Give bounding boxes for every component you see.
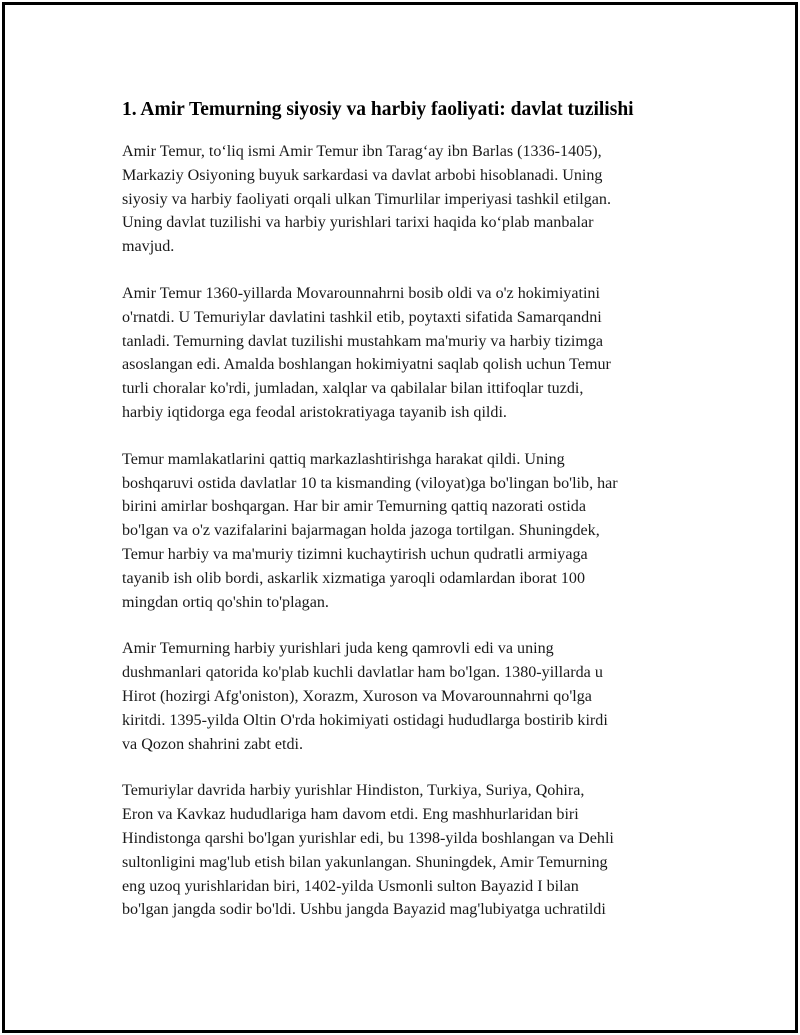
text-line: Temur mamlakatlarini qattiq markazlashtirishga harakat qildi. Uning xyxy=(122,450,565,468)
section-heading: 1. Amir Temurning siyosiy va harbiy faoliyati: davlat tuzilishi xyxy=(122,99,634,120)
text-line: Eron va Kavkaz hududlariga ham davom etdi. Eng mashhurlaridan biri xyxy=(122,806,579,824)
paragraph-2 xyxy=(122,282,697,425)
text-line: dushmanlari qatorida ko'plab kuchli davlatlar ham bo'lgan. 1380-yillarda u xyxy=(122,664,603,682)
text-line: birini amirlar boshqargan. Har bir amir Temurning qattiq nazorati ostida xyxy=(122,498,586,516)
text-line: bo'lgan va o'z vazifalarini bajarmagan holda jazoga tortilgan. Shuningdek, xyxy=(122,522,600,540)
text-line: mingdan ortiq qo'shin to'plagan. xyxy=(122,593,329,611)
paragraph-3 xyxy=(122,448,697,615)
paragraph-5 xyxy=(122,779,697,922)
text-line: Hindistonga qarshi bo'lgan yurishlar edi, bu 1398-yilda boshlangan va Dehli xyxy=(122,829,614,847)
text-line: Amir Temur, to‘liq ismi Amir Temur ibn Tarag‘ay ibn Barlas (1336-1405), xyxy=(122,143,602,160)
text-line: va Qozon shahrini zabt etdi. xyxy=(122,735,303,753)
text-line: siyosiy va harbiy faoliyati orqali ulkan Timurlilar imperiyasi tashkil etilgan. xyxy=(122,190,611,208)
paragraph-1 xyxy=(122,140,697,259)
text-line: tayanib ish olib bordi, askarlik xizmatiga yaroqli odamlardan iborat 100 xyxy=(122,569,586,587)
text-line: Amir Temur 1360-yillarda Movarounnahrni bosib oldi va o'z hokimiyatini xyxy=(122,284,600,302)
text-line: Temuriylar davrida harbiy yurishlar Hindiston, Turkiya, Suriya, Qohira, xyxy=(122,782,585,800)
text-line: tanladi. Temurning davlat tuzilishi mustahkam ma'muriy va harbiy tizimga xyxy=(122,332,604,350)
paragraph-4 xyxy=(122,637,697,756)
text-line: kiritdi. 1395-yilda Oltin O'rda hokimiyati ostidagi hududlarga bostirib kirdi xyxy=(122,711,608,729)
text-line: boshqaruvi ostida davlatlar 10 ta kismanding (viloyat)ga bo'lingan bo'lib, har xyxy=(122,474,618,492)
text-line: sultonligini mag'lub etish bilan yakunlangan. Shuningdek, Amir Temurning xyxy=(122,853,608,871)
text-line: eng uzoq yurishlaridan biri, 1402-yilda Usmonli sulton Bayazid I bilan xyxy=(122,877,579,895)
text-line: o'rnatdi. U Temuriylar davlatini tashkil etib, poytaxti sifatida Samarqandni xyxy=(122,308,602,326)
text-line: asoslangan edi. Amalda boshlangan hokimiyatni saqlab qolish uchun Temur xyxy=(122,356,611,374)
text-line: Amir Temurning harbiy yurishlari juda keng qamrovli edi va uning xyxy=(122,640,554,658)
text-line: harbiy iqtidorga ega feodal aristokratiyaga tayanib ish qildi. xyxy=(122,403,507,421)
document-body xyxy=(122,97,697,945)
text-line: Hirot (hozirgi Afg'oniston), Xorazm, Xuroson va Movarounnahrni qo'lga xyxy=(122,687,592,705)
page-border xyxy=(2,2,798,1033)
text-line: Temur harbiy va ma'muriy tizimni kuchaytirish uchun qudratli armiyaga xyxy=(122,545,588,563)
text-line: Markaziy Osiyoning buyuk sarkardasi va davlat arbobi hisoblanadi. Uning xyxy=(122,166,603,184)
text-line: turli choralar ko'rdi, jumladan, xalqlar va qabilalar bilan ittifoqlar tuzdi, xyxy=(122,380,584,398)
text-line: mavjud. xyxy=(122,238,175,256)
text-line: Uning davlat tuzilishi va harbiy yurishlari tarixi haqida ko‘plab manbalar xyxy=(122,214,594,232)
text-line: bo'lgan jangda sodir bo'ldi. Ushbu jangda Bayazid mag'lubiyatga uchratildi xyxy=(122,901,606,919)
